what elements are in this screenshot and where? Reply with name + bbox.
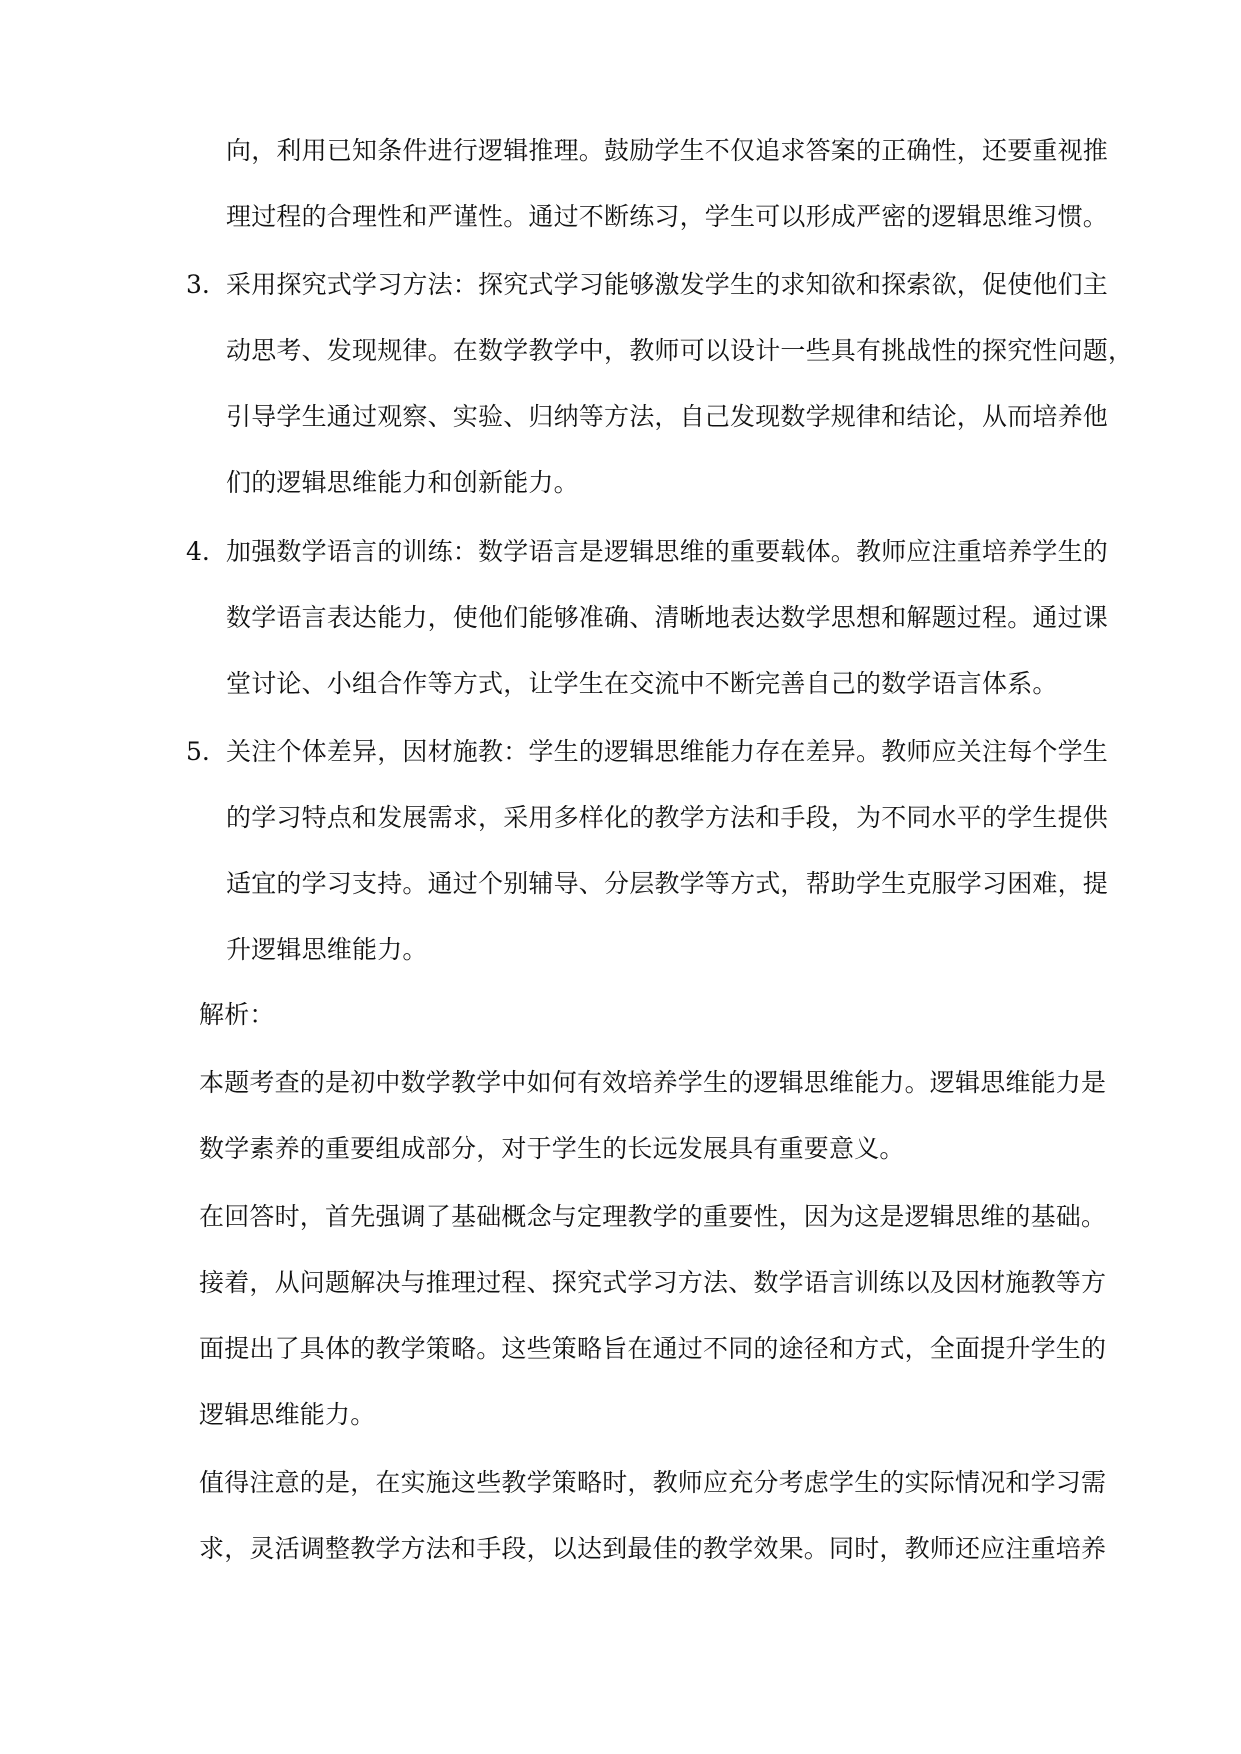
list-item-line: 堂讨论、小组合作等方式，让学生在交流中不断完善自己的数学语言体系。 [226,669,1058,698]
list-item-line: 数学语言表达能力，使他们能够准确、清晰地表达数学思想和解题过程。通过课 [226,603,1109,632]
list-item-line: 引导学生通过观察、实验、归纳等方法，自己发现数学规律和结论，从而培养他 [226,402,1109,431]
list-item-line: 关注个体差异，因材施教：学生的逻辑思维能力存在差异。教师应关注每个学生 [226,737,1109,766]
paragraph-line: 逻辑思维能力。 [199,1400,376,1429]
list-item-number: 4. [186,537,210,566]
analysis-label: 解析： [199,1000,275,1029]
list-item-line: 们的逻辑思维能力和创新能力。 [226,468,579,497]
paragraph-line: 在回答时，首先强调了基础概念与定理教学的重要性，因为这是逻辑思维的基础。 [199,1202,1107,1231]
list-item-number: 5. [186,737,210,766]
continuation-line: 理过程的合理性和严谨性。通过不断练习，学生可以形成严密的逻辑思维习惯。 [226,202,1109,231]
list-item-line: 加强数学语言的训练：数学语言是逻辑思维的重要载体。教师应注重培养学生的 [226,537,1109,566]
paragraph-line: 求，灵活调整教学方法和手段，以达到最佳的教学效果。同时，教师还应注重培养 [199,1534,1107,1563]
list-item-line: 采用探究式学习方法：探究式学习能够激发学生的求知欲和探索欲，促使他们主 [226,270,1109,299]
paragraph-line: 数学素养的重要组成部分，对于学生的长远发展具有重要意义。 [199,1134,905,1163]
continuation-line: 向，利用已知条件进行逻辑推理。鼓励学生不仅追求答案的正确性，还要重视推 [226,136,1109,165]
paragraph-line: 值得注意的是，在实施这些教学策略时，教师应充分考虑学生的实际情况和学习需 [199,1468,1107,1497]
list-item-line: 升逻辑思维能力。 [226,935,428,964]
list-item-line: 的学习特点和发展需求，采用多样化的教学方法和手段，为不同水平的学生提供 [226,803,1109,832]
paragraph-line: 面提出了具体的教学策略。这些策略旨在通过不同的途径和方式，全面提升学生的 [199,1334,1107,1363]
paragraph-line: 本题考查的是初中数学教学中如何有效培养学生的逻辑思维能力。逻辑思维能力是 [199,1068,1107,1097]
list-item-number: 3. [186,270,210,299]
list-item-line: 动思考、发现规律。在数学教学中，教师可以设计一些具有挑战性的探究性问题， [226,336,1134,365]
paragraph-line: 接着，从问题解决与推理过程、探究式学习方法、数学语言训练以及因材施教等方 [199,1268,1107,1297]
list-item-line: 适宜的学习支持。通过个别辅导、分层教学等方式，帮助学生克服学习困难，提 [226,869,1109,898]
